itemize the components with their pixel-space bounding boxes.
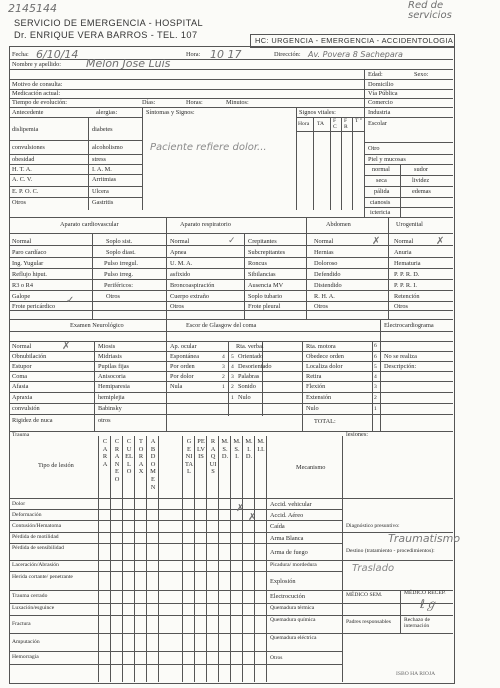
lesion-row: Pérdida de motilidad [12,534,59,540]
glasgow-verbal-item: Orientado [238,353,264,360]
region-header: M.S.D. [221,438,229,461]
glasgow-verbal-score: 4 [231,364,234,370]
destino-handwritten: Traslado [352,563,395,574]
medico-recep-label: MÉDICO RECEP. [404,590,446,596]
glasgow-motora-score: 1 [374,406,377,412]
antecedente-item: Otros [12,199,26,206]
mechanism-item: Arma de fuego [270,549,308,556]
resp-item: Normal [170,238,190,245]
abdomen-item: Distendido [314,282,342,289]
abdomen-item: Normal [314,238,334,245]
cardio-item: Galope [12,293,31,300]
resp-item: Sibilancias [248,271,276,278]
glasgow-verbal-title: Rta. verbal [236,343,264,350]
padres-label: Padres responsables [346,619,391,625]
lesion-row: Deformación [12,512,42,518]
vital-col-header: Hora [298,121,310,127]
glasgow-ocular-score: 4 [222,354,225,360]
glasgow-verbal-score: 5 [231,354,234,360]
glasgow-verbal-score: 1 [231,395,234,401]
region-header: GENITAL [185,438,194,476]
glasgow-ocular-score: 3 [222,364,225,370]
neuro-item: Coma [12,373,28,380]
glasgow-verbal-item: Desorientado [238,363,272,370]
lugar-item: Escolar [368,120,387,127]
neuro-item: Miosis [98,343,116,350]
neuro-item: Midriasis [98,353,122,360]
glasgow-ocular-item: Espontánea [170,353,200,360]
document-number-handwritten: 2145144 [8,2,57,15]
glasgow-motora-item: Nulo [306,405,319,412]
neuro-item: Afasia [12,383,29,390]
resp-item: Ausencia MV [248,282,284,289]
medico-sem-label: MÉDICO SEM. [346,592,383,598]
diagnostico-handwritten: Traumatismo [388,532,461,545]
region-header: M.S.I. [233,438,241,461]
cardio-item: Pulso irreg. [104,271,134,278]
glasgow-ocular-item: Por dolor [170,373,194,380]
mechanism-item: Picadura/ mordedura [270,562,317,568]
nombre-label: Nombre y apellido: [12,61,61,68]
glasgow-verbal-score: 3 [231,374,234,380]
cardio-item: Paro cardíaco [12,249,47,256]
antecedente-item: Arritmias [92,176,117,183]
piel-item: cianosis [370,199,391,206]
mechanism-item: Otros [270,655,283,661]
lesion-row: Fractura [12,621,31,627]
glasgow-motora-score: 6 [374,354,377,360]
antecedente-item: I. A. M. [92,166,112,173]
mechanism-item: Arma Blanca [270,535,304,542]
glasgow-motora-item: Retira [306,373,322,380]
antecedente-item: Ulcera [92,188,109,195]
antecedente-item: alcoholismo [92,144,123,151]
piel-item: lividez [412,177,430,184]
region-header: CARA [102,438,108,468]
fecha-value: 6/10/14 [36,48,79,61]
urogenital-item: Retención [394,293,420,300]
cardio-item: Frote pericárdico [12,303,56,310]
mechanism-item: Accid. Aéreo [270,512,304,519]
resp-item: Frote pleural [248,303,281,310]
antecedente-item: Gastritis [92,199,114,206]
vital-col-header: F R [344,118,348,130]
cardio-item: Ing. Yugular [12,260,44,267]
glasgow-ocular-score: 1 [222,384,225,390]
mechanism-item: Quemadura térmica [270,605,315,611]
vital-col-header: TA [317,121,325,127]
cardio-item: Pulso irregul. [104,260,138,267]
ecg-item: No se realiza [384,353,417,360]
glasgow-motora-item: Extensión [306,394,332,401]
fecha-label: Fecha: [12,51,29,58]
medico-signature: ℓℊ [420,597,437,611]
antecedente-item: diabetes [92,126,113,133]
region-header: CUELLO [125,438,133,476]
motivo-label: Motivo de consulta: [12,81,63,88]
glasgow-verbal-score: 2 [231,384,234,390]
via-publica-label: Vía Pública [368,90,398,97]
minutos-label: Minutos: [226,99,249,106]
neuro-item: Hemiparesia [98,383,130,390]
piel-item: seca [376,177,387,184]
resp-item: asfixido [170,271,191,278]
lesion-row: Contusión/Hematoma [12,523,62,529]
antecedente-item: stress [92,156,106,163]
mecanismo-header: Mecanismo [296,464,326,471]
resp-item: Soplo tubario [248,293,283,300]
sintomas-handwritten-notes: Paciente refiere dolor... [150,142,267,153]
neuro-item: Anisocoria [98,373,126,380]
glasgow-motora-score: 3 [374,384,377,390]
glasgow-motora-score: 5 [374,364,377,370]
tipo-lesion-header: Tipo de lesión [38,462,74,469]
abdomen-title: Abdomen [326,221,351,228]
neuro-item: Normal [12,343,32,350]
lesion-row: Dolor [12,501,26,507]
cardio-check-mark: ✓ [66,295,75,306]
glasgow-verbal-item: Nulo [238,394,251,401]
glasgow-motora-score: 4 [374,374,377,380]
glasgow-total: TOTAL: [314,418,336,425]
neuro-item: Obnubilación [12,353,47,360]
cardio-item: Periféricos: [104,282,134,289]
urogenital-title: Urogenital [396,221,423,228]
neuro-item: Babinsky [98,405,122,412]
urogenital-item: P. P. R. D. [394,271,420,278]
trauma-label: Trauma [12,432,30,438]
resp-item: Broncoaspiración [170,282,215,289]
glasgow-motora-title: Rta. motora [306,343,336,350]
antecedente-item: convulsiones [12,144,45,151]
comercio-label: Comercio [368,99,393,106]
lugar-item: Otro [368,145,380,152]
header-line1: SERVICIO DE EMERGENCIA - HOSPITAL [14,18,203,28]
lesion-row: Pérdida de sensibilidad [12,545,64,551]
cardio-item: Soplo sist. [106,238,133,245]
glasgow-ocular-title: Ap. ocular [170,343,197,350]
glasgow-ocular-score: 2 [222,374,225,380]
urogenital-item: Normal [394,238,414,245]
piel-item: ictericia [370,209,391,216]
piel-item: pálida [374,188,390,195]
resp-item: Roncus [248,260,267,267]
antecedente-item: obesidad [12,156,35,163]
glasgow-motora-item: Flexión [306,383,326,390]
urogenital-item: Otros [394,303,408,310]
lesion-row: Luxación/esguince [12,605,55,611]
glasgow-motora-item: Localiza dolor [306,363,343,370]
ecg-title: Electrocardiograma [384,322,434,329]
urogenital-check-mark: ✗ [436,236,445,247]
cardio-item: Soplo diast. [106,249,136,256]
mechanism-item: Caída [270,523,285,530]
region-header: M.I.I. [257,438,265,453]
domicilio-label: Domicilio [368,81,394,88]
neuro-item: Apraxia [12,394,33,401]
lesion-row: Hemorragia [12,654,39,660]
resp-title: Aparato respiratorio [180,221,231,228]
antecedente-item: H. T. A. [12,166,32,173]
antecedente-item: E. P. O. C. [12,188,39,195]
abdomen-item: R. H. A. [314,293,335,300]
direccion-value: Av. Povera 8 Sachepara [308,50,403,59]
rechazo-label: Rechazo de internación [404,617,430,629]
neuro-item: Estupor [12,363,32,370]
hora-value: 10 17 [210,48,242,61]
top-right-handwritten-note: Red de servicios [408,0,452,21]
lesion-row: Laceración/Abrasión [12,562,59,568]
mechanism-item: Accid. vehicular [270,501,312,508]
abdomen-item: Otros [314,303,328,310]
vital-col-header: F C [333,118,337,130]
destino-label: Destino (tratamiento - procedimientos): [346,548,435,554]
urogenital-item: Hematuria [394,260,421,267]
region-header: PELVIS [197,438,205,461]
resp-item: Otros [170,303,184,310]
mechanism-item: Explosión [270,578,296,585]
neuro-item: Pupilas fijas [98,363,129,370]
tiempo-label: Tiempo de evolución: [12,99,68,106]
lugar-item: Industria [368,109,391,116]
neuro-item: hemiplejia [98,394,125,401]
abdomen-item: Defendido [314,271,341,278]
alergias-label: alergias: [96,109,118,116]
vitales-title: Signos vitales: [299,109,336,116]
resp-check-mark: ✓ [228,236,236,246]
antecedentes-title: Antecedente [12,109,44,116]
nombre-value: Melon Jose Luis [86,57,171,70]
piel-item: sudor [414,166,428,173]
antecedente-item: dislipemia [12,126,39,133]
glasgow-ocular-item: Nula [170,383,183,390]
piel-title: Piel y mucosas [368,156,406,163]
cardio-item: Reflujo hiput. [12,271,47,278]
glasgow-ocular-item: Por orden [170,363,195,370]
medicacion-label: Medicación actual: [12,90,61,97]
cardio-item: Normal [12,238,32,245]
mechanism-item: Quemadura química [270,617,316,623]
sexo-label: Sexo: [414,71,429,78]
dias-label: Días: [142,99,156,106]
abdomen-item: Doloroso [314,260,338,267]
neuro-title: Examen Neurológico [70,322,124,329]
resp-item: Cuerpo extraño [170,293,209,300]
ecg-num: 6 [374,343,377,349]
abdomen-item: Hernias [314,249,334,256]
lesion-check-mark: ✗ [236,503,245,514]
glasgow-motora-score: 2 [374,395,377,401]
edad-label: Edad: [368,71,383,78]
cardio-title: Aparato cardiovascular [60,221,119,228]
piel-item: edemas [412,188,431,195]
footer-stamp: ISBO HA RIOJA [396,671,436,677]
glasgow-verbal-item: Sonido [238,383,256,390]
resp-item: U. M. A. [170,260,193,267]
header-right: HC: URGENCIA - EMERGENCIA - ACCIDENTOLOGIA [255,36,454,45]
resp-item: Subcrepitantes [248,249,286,256]
lesion-check-mark: ✗ [248,512,257,523]
antecedente-item: A. C. V. [12,176,33,183]
neuro-item: Rigidez de nuca [12,417,53,424]
ecg-item: Descripción: [384,363,417,370]
horas-label: Horas: [186,99,203,106]
abdomen-check-mark: ✗ [372,236,381,247]
glasgow-title: Escor de Glasgow del coma [186,322,257,329]
neuro-item: otros [98,417,111,424]
direccion-label: Dirección: [274,51,301,58]
mechanism-item: Electrocución [270,593,305,600]
urogenital-item: Anuria [394,249,412,256]
lesiones-label: lesiones: [346,431,369,438]
region-header: CRANEO [114,438,120,483]
lesion-row: Amputación [12,639,40,645]
resp-item: Apnea [170,249,187,256]
vital-col-header: T ° [355,118,362,124]
cardio-item: R3 o R4 [12,282,33,289]
resp-item: Crepitantes [248,238,277,245]
cardio-item: Otros [106,293,120,300]
lesion-row: Herida cortante/ penetrante [12,574,73,580]
region-header: M.I.D. [245,438,253,461]
glasgow-verbal-item: Palabras [238,373,260,380]
mechanism-item: Quemadura eléctrica [270,635,317,641]
diagnostico-presuntivo-label: Diagnóstico presuntivo: [346,523,400,529]
neuro-check-mark: ✗ [62,341,71,352]
sintomas-title: Síntomas y Signos: [146,109,195,116]
region-header: ABDOMEN [150,438,156,491]
region-header: RAQUIS [209,438,217,476]
lesion-row: Trauma cerrado [12,593,48,599]
glasgow-motora-item: Obedece orden [306,353,344,360]
region-header: TORAX [138,438,144,476]
urogenital-item: P. P. R. I. [394,282,417,289]
hora-label: Hora: [186,51,201,58]
piel-item: normal [372,166,390,173]
header-line2: Dr. ENRIQUE VERA BARROS - TEL. 107 [14,30,198,40]
neuro-item: convulsión [12,405,40,412]
